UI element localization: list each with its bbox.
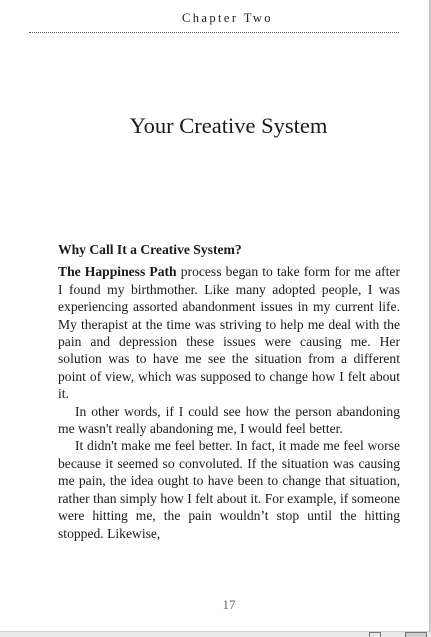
- chapter-title: Your Creative System: [129, 113, 328, 138]
- layout-toggle-icon[interactable]: [405, 632, 427, 637]
- viewer-status-bar: [0, 631, 431, 637]
- lead-phrase: The Happiness Path: [58, 264, 177, 280]
- section-heading: Why Call It a Creative System?: [58, 242, 242, 257]
- paragraph: It didn't make me feel better. In fact, it made me feel worse because it seemed so convoluted. If the situation was causing me pain, the idea ought to have been to change that situation, rather than simply how I felt about it. For example, if someone were hitting me, the pain wouldn’t stop until the hitting stopped. Likewise,: [58, 438, 400, 541]
- header-divider: [29, 32, 399, 33]
- paragraph: In other words, if I could see how the person abandoning me wasn't really abandoning me, I would feel better.: [58, 403, 400, 437]
- paragraph-text: process began to take form for me after I found my birthmother. Like many adopted people, I was experiencing assorted abandonment issues in my current life. My therapist at the time was striving to help me deal with the pain and depression these issues were causing me. Her solution was to have me see the situation from a different point of view, which was supposed to change how I felt about it.: [58, 264, 400, 402]
- page-number: 17: [222, 597, 236, 612]
- body-text: [58, 241, 400, 542]
- view-mode-icon[interactable]: [369, 632, 381, 637]
- running-header: Chapter Two: [182, 11, 273, 25]
- paragraph: [58, 263, 400, 402]
